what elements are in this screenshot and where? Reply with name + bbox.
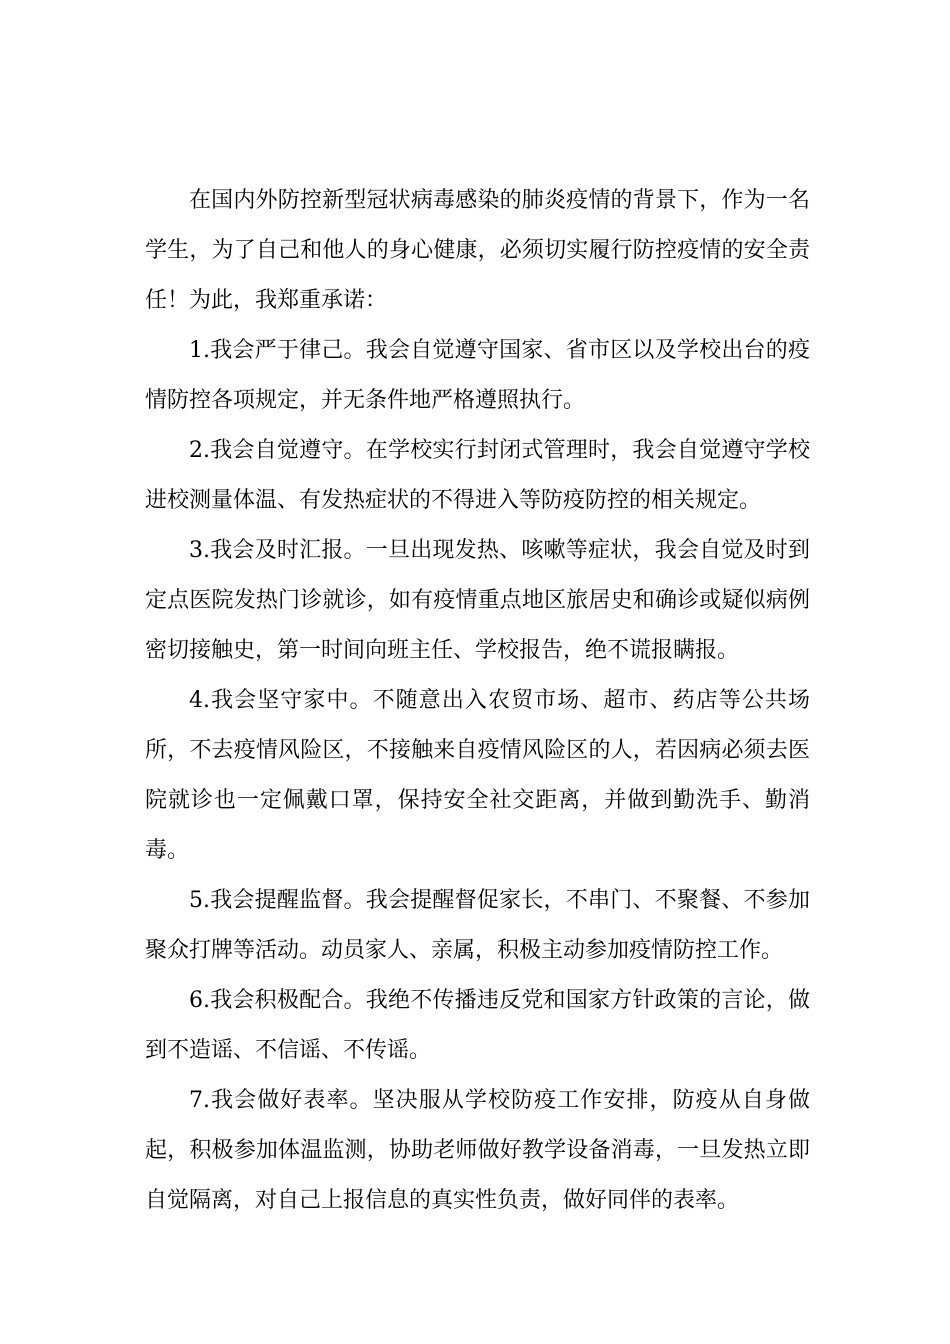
intro-paragraph: 在国内外防控新型冠状病毒感染的肺炎疫情的背景下，作为一名学生，为了自己和他人的身心健康，必须切实履行防控疫情的安全责任！为此，我郑重承诺：	[145, 188, 810, 313]
commitment-item-4: 4.我会坚守家中。不随意出入农贸市场、超市、药店等公共场所，不去疫情风险区，不接触来自疫情风险区的人，若因病必须去医院就诊也一定佩戴口罩，保持安全社交距离，并做到勤洗手、勤消毒。	[145, 688, 810, 863]
commitment-item-7: 7.我会做好表率。坚决服从学校防疫工作安排，防疫从自身做起，积极参加体温监测，协助老师做好教学设备消毒，一旦发热立即自觉隔离，对自己上报信息的真实性负责，做好同伴的表率。	[145, 1088, 810, 1213]
commitment-item-2: 2.我会自觉遵守。在学校实行封闭式管理时，我会自觉遵守学校进校测量体温、有发热症状的不得进入等防疫防控的相关规定。	[145, 438, 810, 513]
commitment-item-1: 1.我会严于律己。我会自觉遵守国家、省市区以及学校出台的疫情防控各项规定，并无条件地严格遵照执行。	[145, 338, 810, 413]
commitment-item-6: 6.我会积极配合。我绝不传播违反党和国家方针政策的言论，做到不造谣、不信谣、不传谣。	[145, 988, 810, 1063]
commitment-item-3: 3.我会及时汇报。一旦出现发热、咳嗽等症状，我会自觉及时到定点医院发热门诊就诊，如有疫情重点地区旅居史和确诊或疑似病例密切接触史，第一时间向班主任、学校报告，绝不谎报瞒报。	[145, 538, 810, 663]
commitment-item-5: 5.我会提醒监督。我会提醒督促家长，不串门、不聚餐、不参加聚众打牌等活动。动员家人、亲属，积极主动参加疫情防控工作。	[145, 888, 810, 963]
document-body	[145, 176, 810, 1226]
